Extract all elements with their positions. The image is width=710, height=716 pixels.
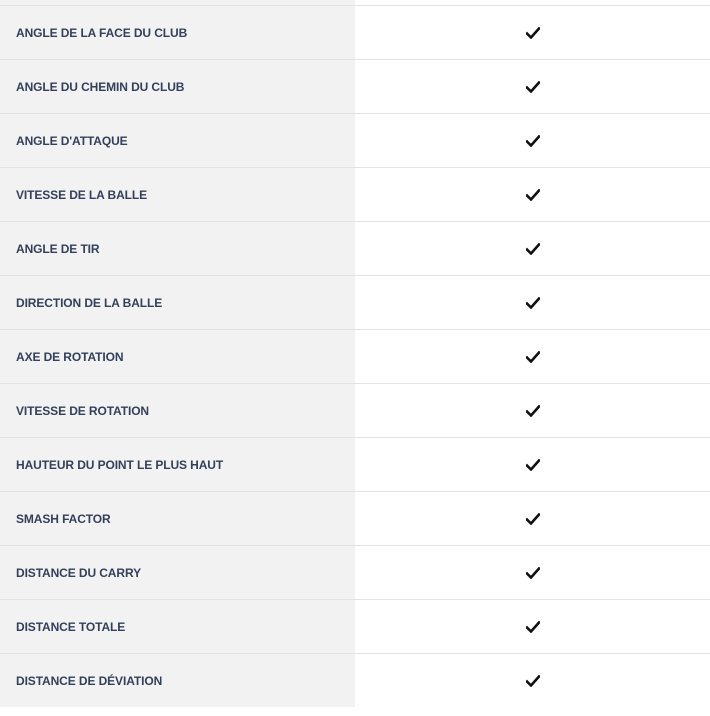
- feature-value: [355, 546, 710, 599]
- feature-label: DISTANCE DE DÉVIATION: [0, 654, 355, 707]
- feature-label: ANGLE DE TIR: [0, 222, 355, 275]
- feature-label: HAUTEUR DU POINT LE PLUS HAUT: [0, 438, 355, 491]
- feature-label: ANGLE DE LA FACE DU CLUB: [0, 6, 355, 59]
- feature-value: [355, 600, 710, 653]
- table-row: [0, 276, 710, 330]
- table-row: [0, 546, 710, 600]
- feature-label: VITESSE DE ROTATION: [0, 384, 355, 437]
- feature-value: [355, 6, 710, 59]
- feature-value: [355, 384, 710, 437]
- table-row: [0, 330, 710, 384]
- feature-value: [355, 492, 710, 545]
- checkmark-icon: [526, 243, 540, 255]
- table-row: [0, 60, 710, 114]
- checkmark-icon: [526, 675, 540, 687]
- table-row: [0, 384, 710, 438]
- table-row: [0, 168, 710, 222]
- feature-value: [355, 330, 710, 383]
- checkmark-icon: [526, 459, 540, 471]
- feature-value: [355, 60, 710, 113]
- table-row: [0, 600, 710, 654]
- table-row: [0, 654, 710, 707]
- feature-label: ANGLE DU CHEMIN DU CLUB: [0, 60, 355, 113]
- feature-label: VITESSE DE LA BALLE: [0, 168, 355, 221]
- feature-label: DISTANCE DU CARRY: [0, 546, 355, 599]
- checkmark-icon: [526, 351, 540, 363]
- feature-value: [355, 276, 710, 329]
- feature-label: SMASH FACTOR: [0, 492, 355, 545]
- table-row: [0, 438, 710, 492]
- checkmark-icon: [526, 189, 540, 201]
- checkmark-icon: [526, 513, 540, 525]
- feature-label: DISTANCE TOTALE: [0, 600, 355, 653]
- feature-label: ANGLE D'ATTAQUE: [0, 114, 355, 167]
- checkmark-icon: [526, 27, 540, 39]
- feature-label: DIRECTION DE LA BALLE: [0, 276, 355, 329]
- feature-value: [355, 114, 710, 167]
- checkmark-icon: [526, 405, 540, 417]
- checkmark-icon: [526, 297, 540, 309]
- table-row: [0, 114, 710, 168]
- feature-value: [355, 222, 710, 275]
- feature-value: [355, 438, 710, 491]
- feature-value: [355, 168, 710, 221]
- checkmark-icon: [526, 81, 540, 93]
- feature-value: [355, 654, 710, 707]
- checkmark-icon: [526, 135, 540, 147]
- table-row: [0, 222, 710, 276]
- table-row: [0, 492, 710, 546]
- table-row: [0, 6, 710, 60]
- checkmark-icon: [526, 621, 540, 633]
- feature-label: AXE DE ROTATION: [0, 330, 355, 383]
- checkmark-icon: [526, 567, 540, 579]
